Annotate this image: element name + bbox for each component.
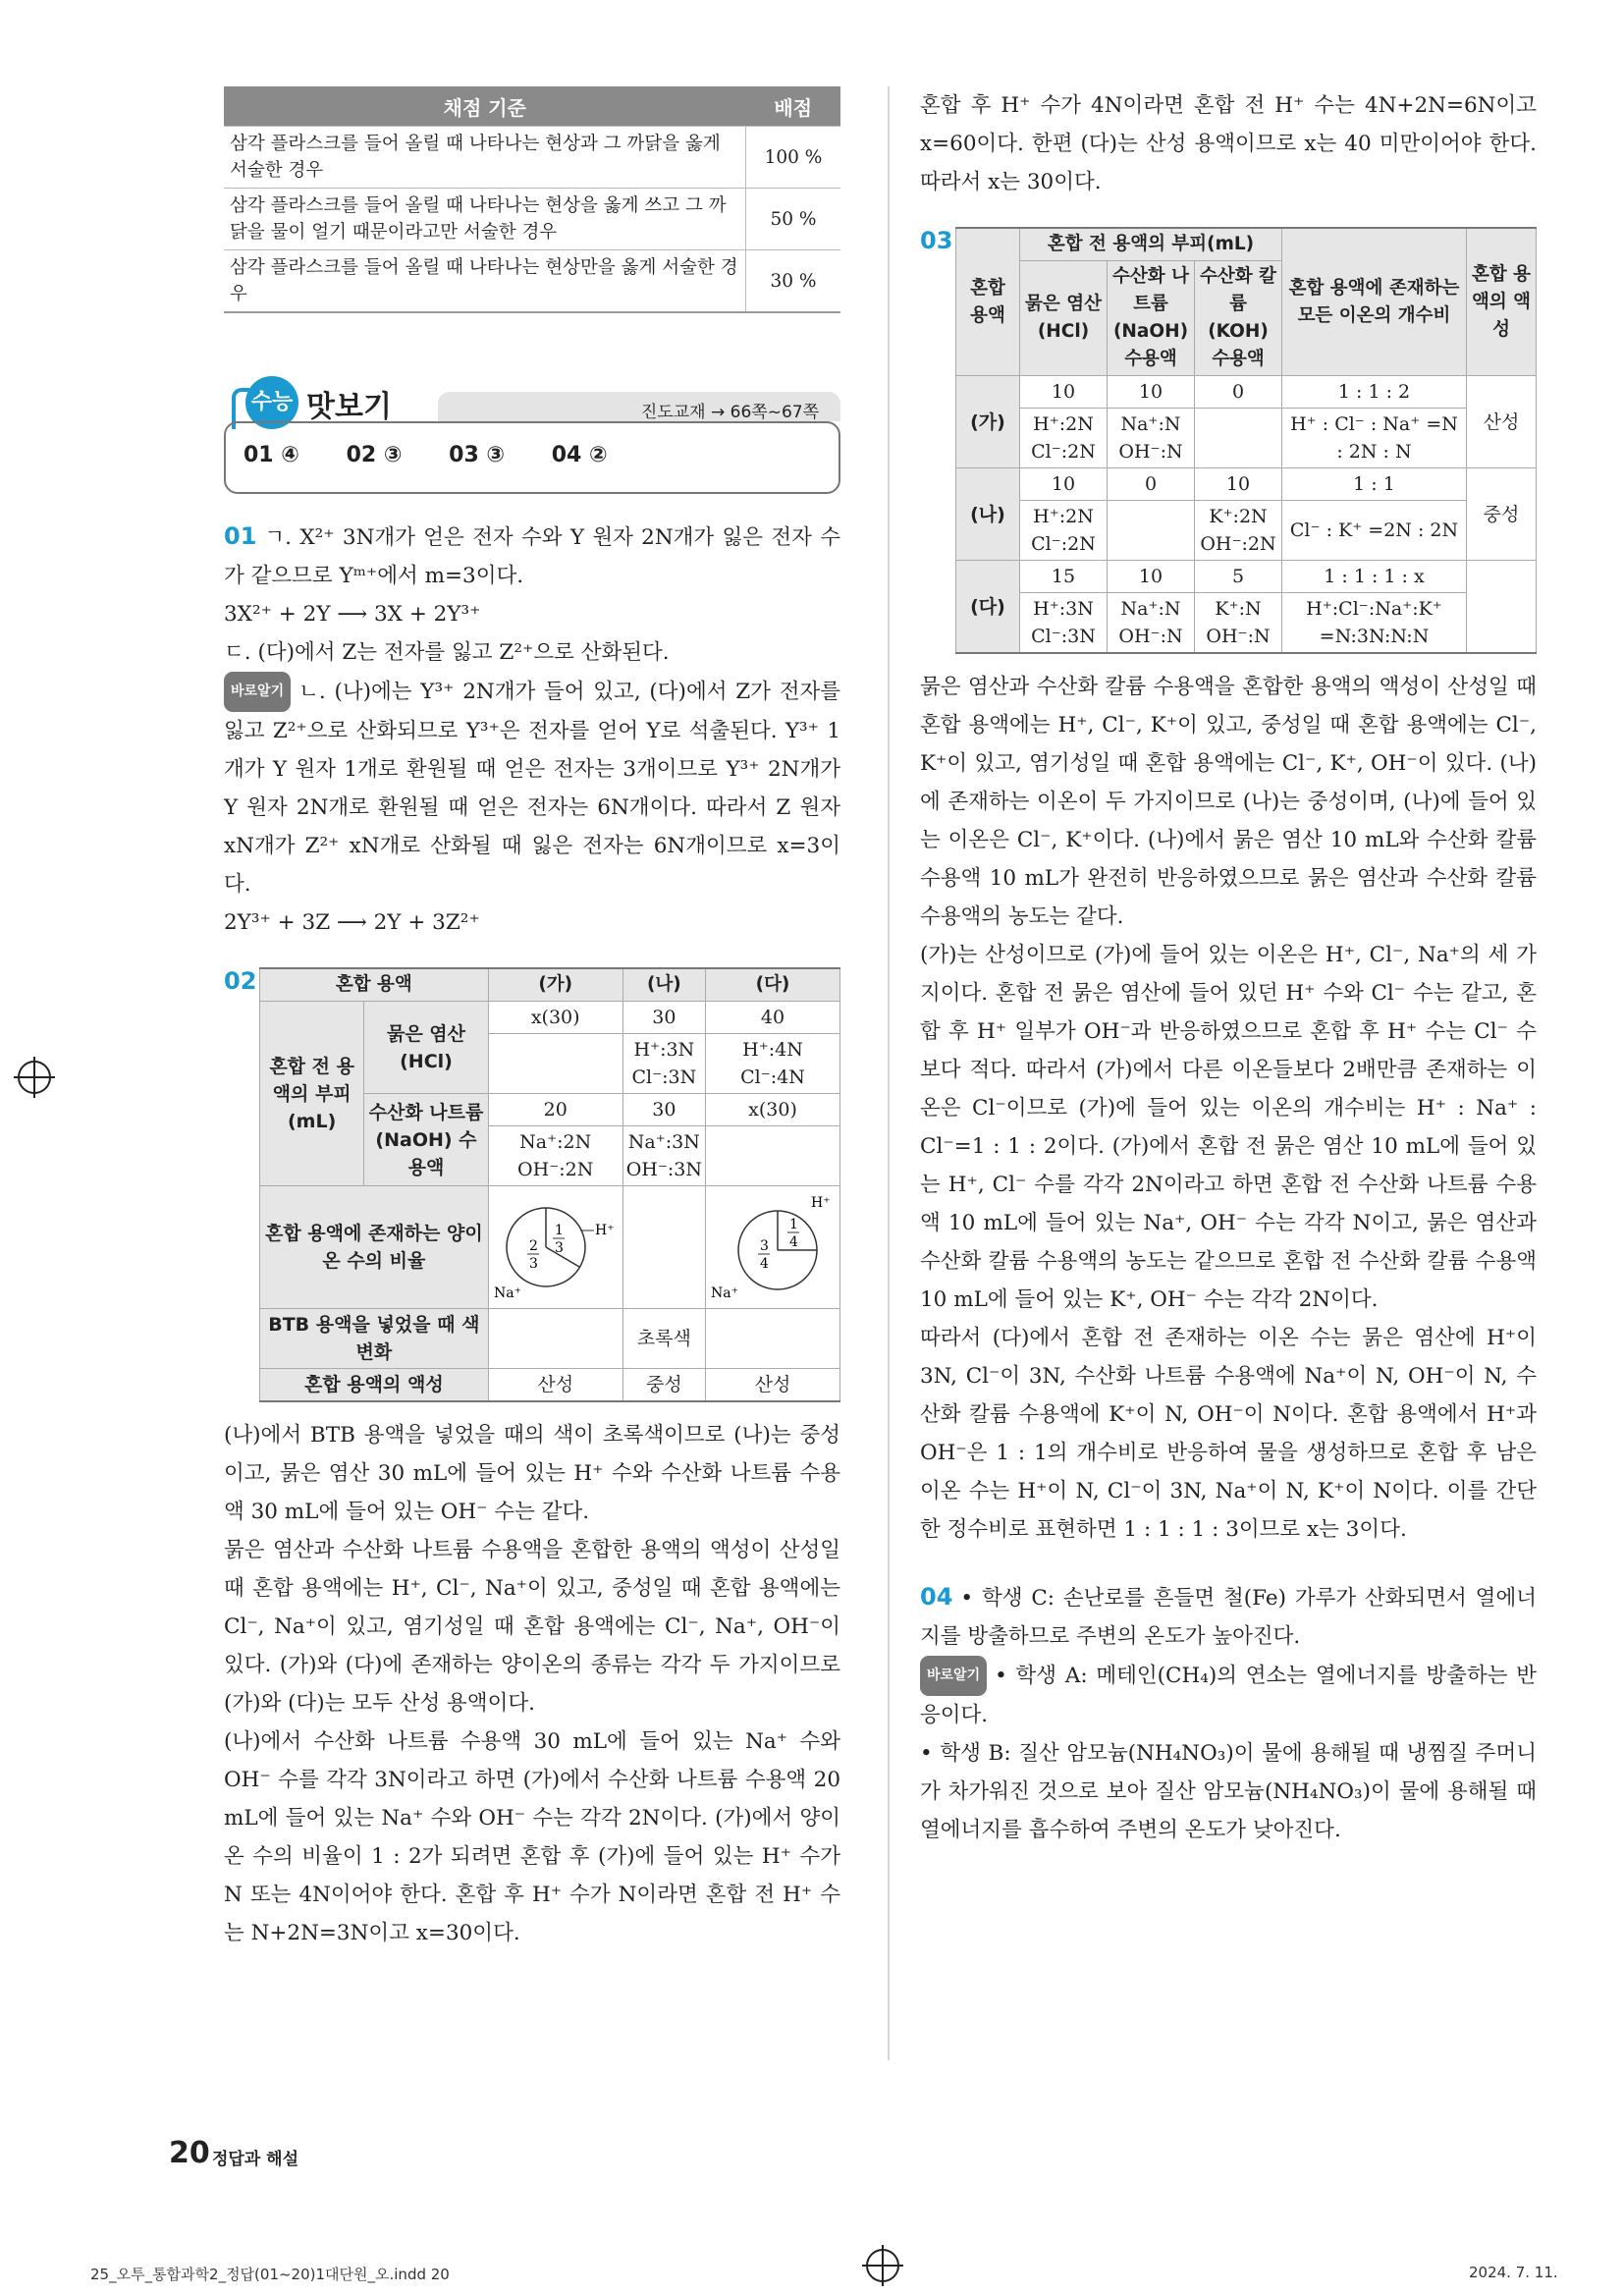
q02-head-b: (나) xyxy=(622,968,705,1002)
q02-table xyxy=(259,967,840,1402)
pie-a-na-label: Na⁺ xyxy=(493,1285,521,1301)
q02-group-volume: 혼합 전 용액의 부피(mL) xyxy=(260,1002,364,1186)
q03-cell: H⁺:3N Cl⁻:3N xyxy=(1020,593,1108,654)
q03-head-ion: 혼합 용액에 존재하는 모든 이온의 개수비 xyxy=(1282,228,1467,376)
q04-block xyxy=(920,1578,1537,1849)
pie-c-frac2-num: 3 xyxy=(760,1238,769,1254)
q01-block xyxy=(224,518,840,942)
q02-cell: x(30) xyxy=(488,1002,622,1034)
q03-cell: H⁺ : Cl⁻ : Na⁺ =N : 2N : N xyxy=(1282,409,1467,468)
question-number: 02 xyxy=(224,967,257,995)
grading-score: 50 % xyxy=(746,189,841,250)
column-divider xyxy=(888,86,890,2060)
answer-item: 04 ② xyxy=(551,443,608,467)
q03-cell: Na⁺:N OH⁻:N xyxy=(1108,593,1195,654)
q02-acid-label: 혼합 용액의 액성 xyxy=(260,1369,489,1402)
grading-table xyxy=(224,86,840,313)
q03-row-label: (가) xyxy=(956,376,1020,468)
file-name: 25_오투_통합과학2_정답(01~20)1대단원_오.indd 20 xyxy=(90,2266,450,2283)
q03-cell: Cl⁻ : K⁺ =2N : 2N xyxy=(1282,501,1467,561)
table-row xyxy=(224,189,840,250)
q02-head-c: (다) xyxy=(706,968,840,1002)
q02-cell xyxy=(488,1034,622,1094)
left-column xyxy=(224,86,840,1952)
q02-cell: H⁺:3N Cl⁻:3N xyxy=(622,1034,705,1094)
q02-cell xyxy=(706,1126,840,1186)
pie-a-frac2-den: 3 xyxy=(528,1256,538,1272)
q03-head-koh: 수산화 칼륨 (KOH) 수용액 xyxy=(1195,261,1282,376)
q03-head-hcl: 묽은 염산 (HCl) xyxy=(1020,261,1108,376)
q02-cell: x(30) xyxy=(706,1094,840,1126)
q02-explanation: (나)에서 BTB 용액을 넣었을 때의 색이 초록색이므로 (나)는 중성이고, 묽은 염산 30 mL에 들어 있는 H⁺ 수와 수산화 나트륨 수용액 30 mL에 들어 있는 OH⁻ 수는 같다. 묽은 염산과 수산화 나트륨 수용액을 혼합한 용액의 액성이 산성일 때 혼합 용액에는 H⁺, Cl⁻, Na⁺이 있고, 중성일 때 혼합 용액에는 Cl⁻, Na⁺이 있고, 염기성일 때 혼합 용액에는 Cl⁻, Na⁺, OH⁻이 있다. (가)와 (다)에 존재하는 양이온의 종류는 각각 두 가지이므로 (가)와 (다)는 모두 산성 용액이다. (나)에서 수산화 나트륨 수용액 30 mL에 들어 있는 Na⁺ 수와 OH⁻ 수를 각각 3N이라고 하면 (가)에서 수산화 나트륨 수용액 20 mL에 들어 있는 Na⁺ 수와 OH⁻ 수는 각각 2N이다. (가)에서 양이온 수의 비율이 1 : 2가 되려면 혼합 후 (가)에 들어 있는 H⁺ 수가 N 또는 4N이어야 한다. 혼합 후 H⁺ 수가 N이라면 혼합 전 H⁺ 수는 N+2N=3N이고 x=30이다. xyxy=(224,1423,840,1945)
q02-cell: Na⁺:3N OH⁻:3N xyxy=(622,1126,705,1186)
q02-cell: Na⁺:2N OH⁻:2N xyxy=(488,1126,622,1186)
q03-explanation: 묽은 염산과 수산화 칼륨 수용액을 혼합한 용액의 액성이 산성일 때 혼합 용액에는 H⁺, Cl⁻, K⁺이 있고, 중성일 때 혼합 용액에는 Cl⁻, K⁺이 있고, 염기성일 때 혼합 용액에는 Cl⁻, K⁺, OH⁻이 있다. (나)에 존재하는 이온이 두 가지이므로 (나)는 중성이며, (나)에 들어 있는 이온은 Cl⁻, K⁺이다. (나)에서 묽은 염산 10 mL와 수산화 칼륨 수용액 10 mL가 완전히 반응하였으므로 묽은 염산과 수산화 칼륨 수용액의 농도는 같다. (가)는 산성이므로 (가)에 들어 있는 이온은 H⁺, Cl⁻, Na⁺의 세 가지이다. 혼합 전 묽은 염산에 들어 있던 H⁺ 수와 Cl⁻ 수는 같고, 혼합 후 H⁺ 일부가 OH⁻과 반응하였으므로 혼합 후 H⁺ 수는 Cl⁻ 수보다 적다. 따라서 (가)에서 다른 이온들보다 2배만큼 존재하는 이온은 Cl⁻이므로 (가)에 들어 있는 이온의 개수비는 H⁺ : Na⁺ : Cl⁻=1 : 1 : 2이다. (가)에서 혼합 전 묽은 염산 10 mL에 들어 있는 H⁺, Cl⁻ 수를 각각 2N이라고 하면 혼합 전 수산화 나트륨 수용액 10 mL에 들어 있는 Na⁺, OH⁻ 수는 각각 N이고, 묽은 염산과 수산화 칼륨 수용액의 농도는 같으므로 혼합 전 수산화 칼륨 수용액 10 mL에 들어 있는 K⁺, OH⁻ 수는 각각 2N이다. 따라서 (다)에서 혼합 전 존재하는 이온 수는 묽은 염산에 H⁺이 3N, Cl⁻이 3N, 수산화 나트륨 수용액에 Na⁺이 N, OH⁻이 N, 수산화 칼륨 수용액에 K⁺이 N, OH⁻이 N이다. 혼합 용액에서 H⁺과 OH⁻은 1 : 1의 개수비로 반응하여 물을 생성하므로 혼합 후 남은 이온 수는 H⁺이 N, Cl⁻이 3N, Na⁺이 N, K⁺이 N이다. 이를 간단한 정수비로 표현하면 1 : 1 : 1 : 3이므로 x는 3이다. xyxy=(920,675,1537,1542)
q03-cell: K⁺:N OH⁻:N xyxy=(1195,593,1282,654)
pie-chart-a xyxy=(488,1186,622,1309)
grading-score: 100 % xyxy=(746,127,841,189)
registration-mark-icon xyxy=(18,1061,51,1094)
q01-equation1: 3X²⁺ + 2Y ⟶ 3X + 2Y³⁺ xyxy=(224,602,481,627)
page-number: 20 xyxy=(169,2136,210,2170)
pie-a-frac2-num: 2 xyxy=(528,1238,538,1254)
answer-item: 03 ③ xyxy=(449,443,506,467)
q02-ratio-empty xyxy=(622,1186,705,1309)
q02-btb-label: BTB 용액을 넣었을 때 색 변화 xyxy=(260,1309,489,1369)
question-number: 04 xyxy=(920,1583,953,1611)
print-date: 2024. 7. 11. xyxy=(1469,2264,1558,2281)
pie-c-frac2-den: 4 xyxy=(760,1256,769,1272)
q02-head-a: (가) xyxy=(488,968,622,1002)
q03-cell: 5 xyxy=(1195,561,1282,593)
q03-cell: 10 xyxy=(1195,468,1282,501)
answer-item: 01 ④ xyxy=(243,443,299,467)
q03-head-naoh: 수산화 나트륨 (NaOH) 수용액 xyxy=(1108,261,1195,376)
q03-cell: 0 xyxy=(1108,468,1195,501)
q02-cell: 30 xyxy=(622,1002,705,1034)
q02-cell: 산성 xyxy=(706,1369,840,1402)
pie-a-frac-num: 1 xyxy=(554,1223,564,1238)
section-badge xyxy=(224,376,840,490)
q02-hcl-label: 묽은 염산 (HCl) xyxy=(364,1002,488,1094)
q02-cell: 40 xyxy=(706,1002,840,1034)
q04-line1: • 학생 C: 손난로를 흔들면 철(Fe) 가루가 산화되면서 열에너지를 방출하므로 주변의 온도가 높아진다. xyxy=(920,1586,1537,1649)
q03-cell: K⁺:2N OH⁻:2N xyxy=(1195,501,1282,561)
q03-block xyxy=(920,227,1537,1549)
grading-criterion: 삼각 플라스크를 들어 올릴 때 나타나는 현상만을 옳게 서술한 경우 xyxy=(224,250,746,313)
q03-cell: 10 xyxy=(1108,376,1195,409)
q02-cell: 산성 xyxy=(488,1369,622,1402)
q03-cell: 산성 xyxy=(1467,376,1537,468)
registration-mark-icon xyxy=(866,2249,899,2282)
q03-cell xyxy=(1108,501,1195,561)
q03-row-label: (다) xyxy=(956,561,1020,654)
q04-line2: • 학생 A: 메테인(CH₄)의 연소는 열에너지를 방출하는 반응이다. xyxy=(920,1664,1537,1727)
q01-equation2: 2Y³⁺ + 3Z ⟶ 2Y + 3Z²⁺ xyxy=(224,910,480,935)
pie-a xyxy=(492,1193,620,1301)
grading-criterion: 삼각 플라스크를 들어 올릴 때 나타나는 현상과 그 까닭을 옳게 서술한 경우 xyxy=(224,127,746,189)
q03-cell: 1 : 1 : 2 xyxy=(1282,376,1467,409)
q01-line2: ㄷ. (다)에서 Z는 전자를 잃고 Z²⁺으로 산화된다. xyxy=(224,640,670,665)
q01-line3: ㄴ. (나)에는 Y³⁺ 2N개가 들어 있고, (다)에서 Z가 전자를 잃고 Z²⁺으로 산화되므로 Y³⁺은 전자를 얻어 Y로 석출된다. Y³⁺ 1개가 Y 원자 1개로 환원될 때 얻은 전자는 3개이므로 Y³⁺ 2N개가 Y 원자 2N개로 환원될 때 얻은 전자는 6N개이다. 따라서 Z 원자 xN개가 Z²⁺ xN개로 산화될 때 잃은 전자는 6N개이므로 x=3이다. xyxy=(224,680,840,897)
q03-cell: 0 xyxy=(1195,376,1282,409)
answer-item: 02 ③ xyxy=(346,443,403,467)
correction-tag: 바로알기 xyxy=(224,672,291,712)
q03-cell: 10 xyxy=(1108,561,1195,593)
q03-cell: 중성 xyxy=(1467,468,1537,561)
pie-a-h-label: H⁺ xyxy=(594,1223,615,1238)
grading-score: 30 % xyxy=(746,250,841,313)
q04-line3: • 학생 B: 질산 암모늄(NH₄NO₃)이 물에 용해될 때 냉찜질 주머니가 차가워진 것으로 보아 질산 암모늄(NH₄NO₃)이 물에 용해될 때 열에너지를 흡수하여 주변의 온도가 낮아진다. xyxy=(920,1741,1537,1842)
q02-cell: 30 xyxy=(622,1094,705,1126)
q03-cell xyxy=(1467,561,1537,654)
q03-cell: H⁺:2N Cl⁻:2N xyxy=(1020,409,1108,468)
q02-cell: 20 xyxy=(488,1094,622,1126)
pie-c-na-label: Na⁺ xyxy=(711,1285,738,1301)
q02-cell: 초록색 xyxy=(622,1309,705,1369)
grading-head-score: 배점 xyxy=(746,86,841,127)
pie-a-frac-den: 3 xyxy=(554,1240,564,1256)
q02-ratio-label: 혼합 용액에 존재하는 양이온 수의 비율 xyxy=(260,1186,489,1309)
q03-cell: H⁺:Cl⁻:Na⁺:K⁺ =N:3N:N:N xyxy=(1282,593,1467,654)
q03-head-acid: 혼합 용액의 액성 xyxy=(1467,228,1537,376)
right-column xyxy=(920,86,1537,1849)
q03-head-mix: 혼합 용액 xyxy=(956,228,1020,376)
q03-cell: 1 : 1 : 1 : x xyxy=(1282,561,1467,593)
pie-c-h-label: H⁺ xyxy=(811,1195,831,1211)
grading-criterion: 삼각 플라스크를 들어 올릴 때 나타나는 현상을 옳게 쓰고 그 까닭을 물이 얼기 때문이라고만 서술한 경우 xyxy=(224,189,746,250)
suneung-logo: 수능 xyxy=(245,376,298,429)
q02-explanation-cont: 혼합 후 H⁺ 수가 4N이라면 혼합 전 H⁺ 수는 4N+2N=6N이고 x=60이다. 한편 (다)는 산성 용액이므로 x는 40 미만이어야 한다. 따라서 x는 30이다. xyxy=(920,93,1537,194)
q03-head-vol: 혼합 전 용액의 부피(mL) xyxy=(1020,228,1282,261)
pie-c xyxy=(709,1193,837,1301)
q02-naoh-label: 수산화 나트륨 (NaOH) 수용액 xyxy=(364,1094,488,1186)
q03-cell: 10 xyxy=(1020,468,1108,501)
q03-cell: Na⁺:N OH⁻:N xyxy=(1108,409,1195,468)
table-row xyxy=(224,250,840,313)
q03-cell: 1 : 1 xyxy=(1282,468,1467,501)
q03-row-label: (나) xyxy=(956,468,1020,561)
q03-cell: 10 xyxy=(1020,376,1108,409)
textbook-reference: 진도교재 → 66쪽~67쪽 xyxy=(640,403,819,422)
q02-cell: H⁺:4N Cl⁻:4N xyxy=(706,1034,840,1094)
q03-cell: H⁺:2N Cl⁻:2N xyxy=(1020,501,1108,561)
grading-head-criteria: 채점 기준 xyxy=(224,86,746,127)
section-title: 맛보기 xyxy=(306,390,392,424)
question-number: 01 xyxy=(224,522,257,550)
pie-c-frac-den: 4 xyxy=(789,1234,798,1250)
question-number: 03 xyxy=(920,227,953,254)
pie-c-frac-num: 1 xyxy=(789,1217,798,1232)
q02-block xyxy=(224,967,840,1952)
q03-cell xyxy=(1195,409,1282,468)
page-label: 정답과 해설 xyxy=(212,2150,299,2169)
correction-tag: 바로알기 xyxy=(920,1656,987,1696)
q03-table xyxy=(955,227,1537,654)
q03-cell: 15 xyxy=(1020,561,1108,593)
answer-list xyxy=(243,443,647,467)
pie-chart-c xyxy=(706,1186,840,1309)
q01-line1: ㄱ. X²⁺ 3N개가 얻은 전자 수와 Y 원자 2N개가 잃은 전자 수가 같으므로 Yᵐ⁺에서 m=3이다. xyxy=(224,525,840,588)
table-row xyxy=(224,127,840,189)
q02-head-mix: 혼합 용액 xyxy=(260,968,489,1002)
q02-cell: 중성 xyxy=(622,1369,705,1402)
